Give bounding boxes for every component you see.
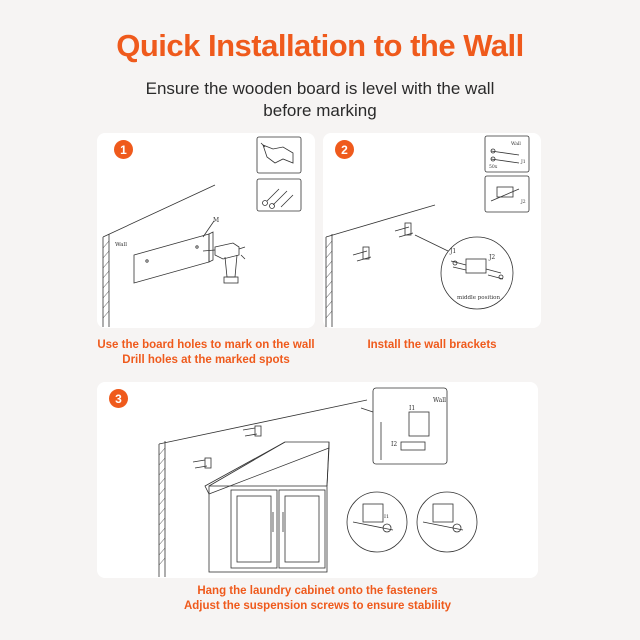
step-2-inset-wall-label: Wall bbox=[511, 142, 521, 147]
step-3-badge: 3 bbox=[109, 389, 128, 408]
page-subtitle: Ensure the wooden board is level with the wall before marking bbox=[145, 79, 495, 120]
step-1-wall-label: Wall bbox=[115, 242, 127, 248]
step-2-j1-label: J1 bbox=[450, 248, 457, 255]
step-1-caption-line-1: Use the board holes to mark on the wall bbox=[97, 339, 315, 351]
step-2-j2-label: J2 bbox=[489, 254, 496, 261]
page-title: Quick Installation to the Wall bbox=[116, 28, 524, 63]
step-2-caption bbox=[323, 338, 541, 353]
step-3-panel bbox=[97, 382, 538, 578]
step-2-inset-j2-label: J2 bbox=[521, 200, 526, 205]
step-1-caption-line-2: Drill holes at the marked spots bbox=[122, 354, 290, 366]
step-1-mark-label: M bbox=[213, 217, 220, 224]
step-3-caption-line-2: Adjust the suspension screws to ensure stability bbox=[183, 600, 452, 612]
step-2-middle-label: middle position bbox=[457, 295, 501, 301]
step-3-i1b-label: I1 bbox=[384, 514, 390, 520]
step-1-illustration bbox=[97, 133, 315, 328]
step-3-caption bbox=[97, 584, 538, 614]
step-2-caption-line-1: Install the wall brackets bbox=[367, 339, 497, 351]
step-3-wall-label: Wall bbox=[433, 397, 447, 404]
step-3-i2-label: I2 bbox=[391, 441, 398, 448]
step-2-illustration bbox=[323, 133, 541, 328]
step-1-badge: 1 bbox=[114, 140, 133, 159]
step-3-illustration bbox=[97, 382, 538, 578]
step-2-inset-j1-label: J1 bbox=[521, 160, 526, 165]
step-1-panel bbox=[97, 133, 315, 328]
step-3-caption-line-1: Hang the laundry cabinet onto the fasteners bbox=[197, 585, 438, 597]
step-2-badge: 2 bbox=[335, 140, 354, 159]
step-2-panel bbox=[323, 133, 541, 328]
step-1-caption bbox=[97, 338, 315, 368]
step-2-inset-50-label: 50x bbox=[489, 165, 498, 170]
step-3-i1-label: I1 bbox=[409, 405, 416, 412]
